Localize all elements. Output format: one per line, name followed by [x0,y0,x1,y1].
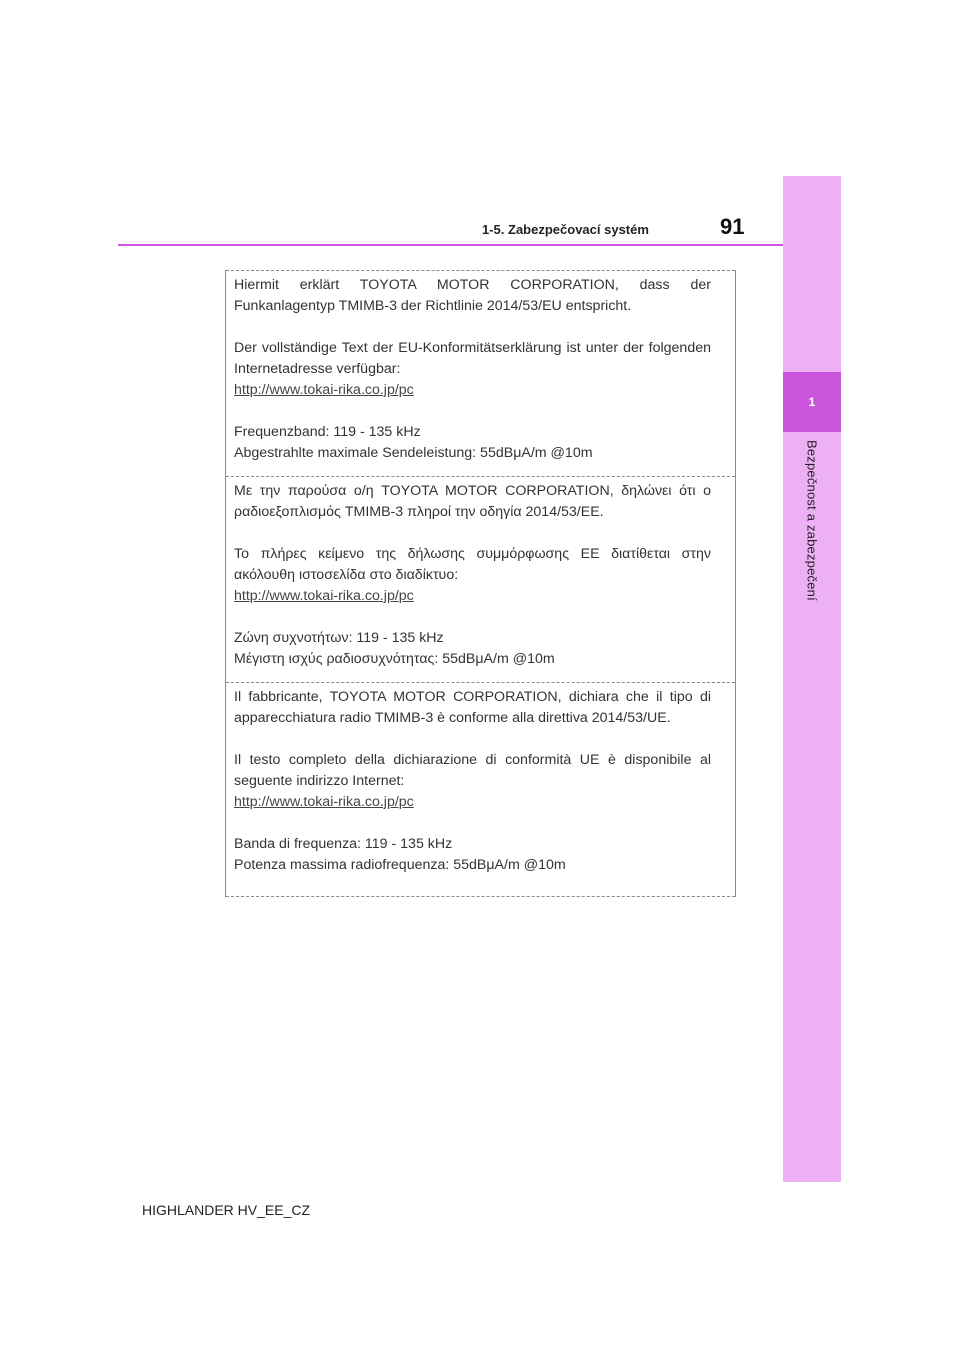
page-number: 91 [720,214,745,239]
max-power: Abgestrahlte maximale Sendeleistung: 55dBμA/m @10m [234,445,593,461]
frequency-band: Banda di frequenza: 119 - 135 kHz [234,836,453,852]
availability-text: Το πλήρες κείμενο της δήλωσης συμμόρφωσης ΕΕ διατίθεται στην ακόλουθη ιστοσελίδα στο διαδίκτυο: [234,546,711,583]
declaration-text: Il fabbricante, TOYOTA MOTOR CORPORATION, dichiara che il tipo di apparecchiatura radio TMIMB-3 è conforme alla direttiva 2014/53/UE. [234,689,711,726]
chapter-number: 1 [808,395,816,409]
declaration-text: Με την παρούσα ο/η TOYOTA MOTOR CORPORATION, δηλώνει ότι ο ραδιοεξοπλισμός TMIMB-3 πληροί την οδηγία 2014/53/ΕΕ. [234,483,711,520]
max-power: Potenza massima radiofrequenza: 55dBμA/m @10m [234,857,566,873]
frequency-band: Frequenzband: 119 - 135 kHz [234,424,421,440]
notice-section-german [226,270,735,476]
notice-section-greek [226,476,735,682]
chapter-side-tab [783,176,841,1182]
max-power: Μέγιστη ισχύς ραδιοσυχνότητας: 55dBμA/m @10m [234,651,555,667]
declaration-link[interactable]: http://www.tokai-rika.co.jp/pc [234,382,414,398]
chapter-label-container [782,440,842,640]
section-title: 1-5. Zabezpečovací systém [482,222,649,237]
notice-section-italian [226,682,735,897]
chapter-label: Bezpečnost a zabezpečení [804,440,820,601]
declaration-link[interactable]: http://www.tokai-rika.co.jp/pc [234,794,414,810]
declaration-text: Hiermit erklärt TOYOTA MOTOR CORPORATION, dass der Funkanlagentyp TMIMB-3 der Richtlinie 2014/53/EU entspricht. [234,277,711,314]
availability-text: Der vollständige Text der EU-Konformitätserklärung ist unter der folgenden Internetadresse verfügbar: [234,340,711,377]
model-code-footer: HIGHLANDER HV_EE_CZ [142,1202,311,1218]
frequency-band: Ζώνη συχνοτήτων: 119 - 135 kHz [234,630,444,646]
chapter-number-badge [783,372,841,432]
compliance-notice-box [225,270,736,897]
availability-text: Il testo completo della dichiarazione di conformità UE è disponibile al seguente indirizzo Internet: [234,752,711,789]
header-divider [118,244,783,246]
declaration-link[interactable]: http://www.tokai-rika.co.jp/pc [234,588,414,604]
